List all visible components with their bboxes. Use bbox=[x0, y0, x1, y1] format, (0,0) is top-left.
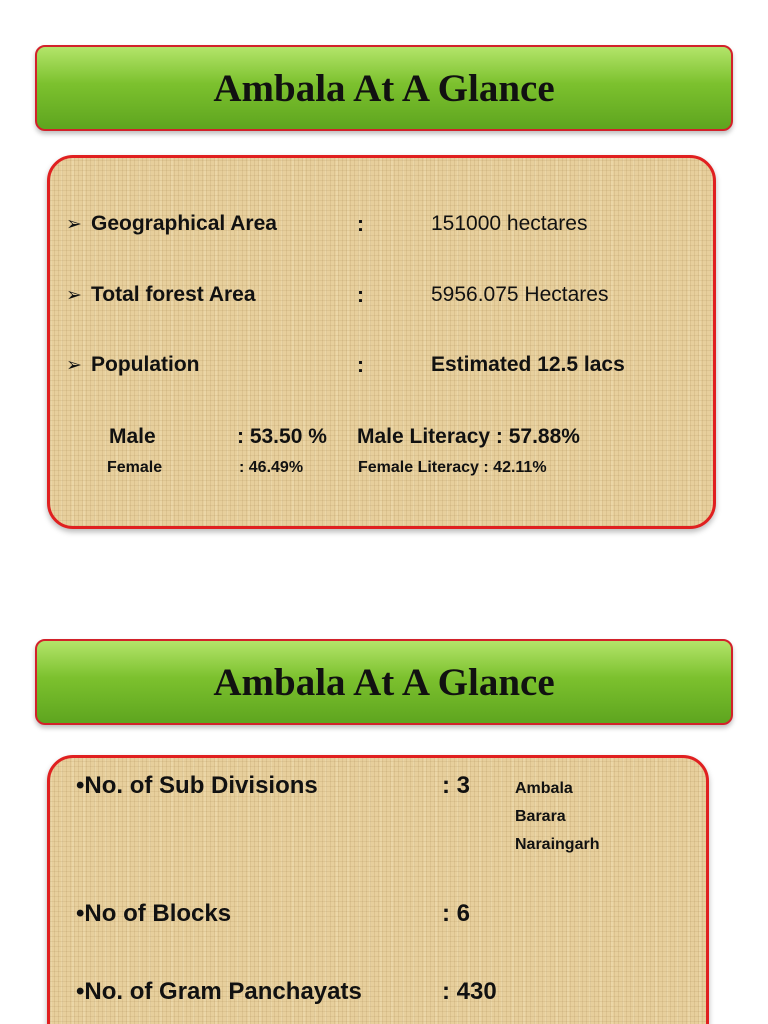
geographical-area-colon: : bbox=[357, 213, 364, 236]
sub-divisions-value: : 3 bbox=[442, 772, 471, 799]
slide1-title: Ambala At A Glance bbox=[213, 66, 555, 110]
sub-divisions-label: •No. of Sub Divisions bbox=[76, 772, 318, 799]
forest-area-value: 5956.075 Hectares bbox=[431, 283, 609, 306]
male-literacy: Male Literacy : 57.88% bbox=[357, 425, 580, 448]
forest-area-colon: : bbox=[357, 284, 364, 307]
female-label: Female bbox=[107, 459, 163, 476]
gram-panchayats-label: •No. of Gram Panchayats bbox=[76, 978, 362, 1005]
geographical-area-label: Geographical Area bbox=[91, 212, 277, 235]
population-value: Estimated 12.5 lacs bbox=[431, 353, 625, 376]
blocks-value: : 6 bbox=[442, 900, 471, 927]
slide1-info-panel bbox=[47, 155, 716, 529]
female-value: : 46.49% bbox=[239, 459, 304, 476]
sub-division-item: Naraingarh bbox=[515, 836, 600, 853]
forest-area-label: Total forest Area bbox=[91, 283, 256, 306]
sub-division-item: Barara bbox=[515, 808, 566, 825]
population-colon: : bbox=[357, 354, 364, 377]
slide2-title: Ambala At A Glance bbox=[213, 660, 555, 704]
male-value: : 53.50 % bbox=[237, 425, 327, 448]
geographical-area-value: 151000 hectares bbox=[431, 212, 588, 235]
blocks-label: •No of Blocks bbox=[76, 900, 232, 927]
arrow-bullet-icon: ➢ bbox=[66, 214, 82, 235]
male-label: Male bbox=[109, 425, 156, 448]
slide1-title-banner bbox=[35, 45, 733, 131]
arrow-bullet-icon: ➢ bbox=[66, 355, 82, 376]
slide2-title-banner bbox=[35, 639, 733, 725]
population-label: Population bbox=[91, 353, 200, 376]
arrow-bullet-icon: ➢ bbox=[66, 285, 82, 306]
sub-division-item: Ambala bbox=[515, 780, 573, 797]
female-literacy: Female Literacy : 42.11% bbox=[358, 459, 547, 476]
slide2-info-panel bbox=[47, 755, 709, 1024]
gram-panchayats-value: : 430 bbox=[442, 978, 497, 1005]
